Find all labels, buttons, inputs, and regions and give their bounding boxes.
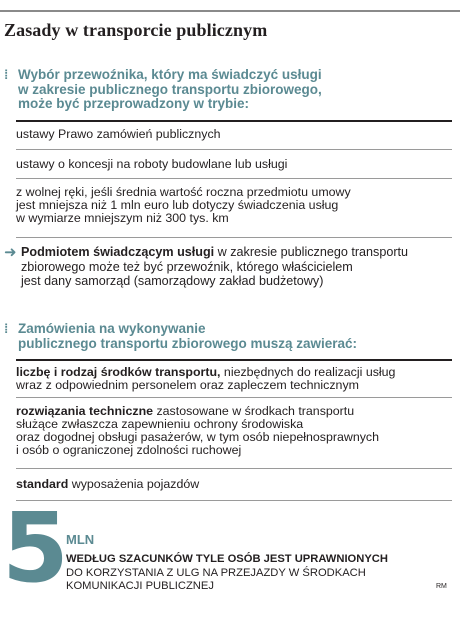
stat-unit: MLN [66,532,95,547]
divider [16,397,452,398]
divider [16,237,452,238]
note-line: zbiorowego może też być przewoźnik, którego właścicielem [21,259,353,274]
divider [16,500,452,501]
divider [16,468,452,469]
section1-heading [4,68,322,112]
section1-item [16,128,452,141]
section1-heading-line: w zakresie publicznego transportu zbiorowego, [18,81,322,97]
section2-item [16,366,452,392]
section2-item-bold: liczbę i rodzaj środków transportu, [16,365,221,379]
note-text: w zakresie publicznego transportu [214,245,409,259]
section1-item-text: ustawy Prawo zamówień publicznych [16,127,221,141]
section2-item-bold: standard [16,477,69,491]
section1-heading-line: może być przeprowadzony w trybie: [18,96,250,111]
section2-heading-line: publicznego transportu zbiorowego muszą zawierać: [18,335,358,351]
section2-item-line: służące zwłaszcza zapewnieniu ochrony środowiska [16,417,304,431]
stat-number: 5 [2,492,69,604]
section1-item [16,186,452,225]
stat-heading: WEDŁUG SZACUNKÓW TYLE OSÓB JEST UPRAWNIONYCH [66,553,388,565]
top-rule [0,10,460,12]
section2-item-bold: rozwiązania techniczne [16,404,154,418]
section2-item-text: niezbędnych do realizacji usług [220,365,396,379]
section1-item-text: z wolnej ręki, jeśli średnia wartość roczna przedmiotu umowy [16,185,351,199]
section2-item-line: oraz dogodnej obsługi pasażerów, w tym osób niepełnosprawnych [16,430,379,444]
section2-top-rule [16,359,452,361]
section2-item-line [16,478,452,491]
section2-item-text: wyposażenia pojazdów [68,477,200,491]
stat-body [66,567,366,593]
note-block [4,245,408,289]
note-line: jest dany samorząd (samorządowy zakład budżetowy) [21,274,324,288]
author-credit: RM [436,583,447,590]
section2-item-text: zastosowane w środkach transportu [153,404,355,418]
section2-item [16,405,452,457]
note-bold: Podmiotem świadczącym usługi [21,245,215,259]
section1-item-text: ustawy o koncesji na roboty budowlane lub usługi [16,157,288,171]
section1-heading-line: Wybór przewoźnika, który ma świadczyć usługi [18,67,322,82]
bullet-dots-icon: ⁞ [4,67,9,82]
section2-heading [4,322,357,351]
section2-heading-line: Zamówienia na wykonywanie [18,321,206,336]
section1-item-text: jest mniejsza niż 1 mln euro lub dotyczy świadczenia usług [16,198,339,212]
section2-item-line: i osób o ograniczonej zdolności ruchowej [16,443,242,457]
note-line [21,245,408,260]
section2-item-line: wraz z odpowiednim personelem oraz zapleczem technicznym [16,378,359,392]
section1-item [16,158,452,171]
stat-body-line: DO KORZYSTANIA Z ULG NA PRZEJAZDY W ŚRODKACH [66,567,366,579]
section1-item-text: w wymiarze mniejszym niż 300 tys. km [16,211,229,225]
bullet-dots-icon: ⁞ [4,321,9,336]
divider [16,178,452,179]
stat-body-line: KOMUNIKACJI PUBLICZNEJ [66,580,214,592]
divider [16,149,452,150]
page-title: Zasady w transporcie publicznym [4,20,268,40]
section2-item [16,478,452,491]
section1-top-rule [16,120,452,122]
arrow-right-icon: ➜ [4,244,17,261]
